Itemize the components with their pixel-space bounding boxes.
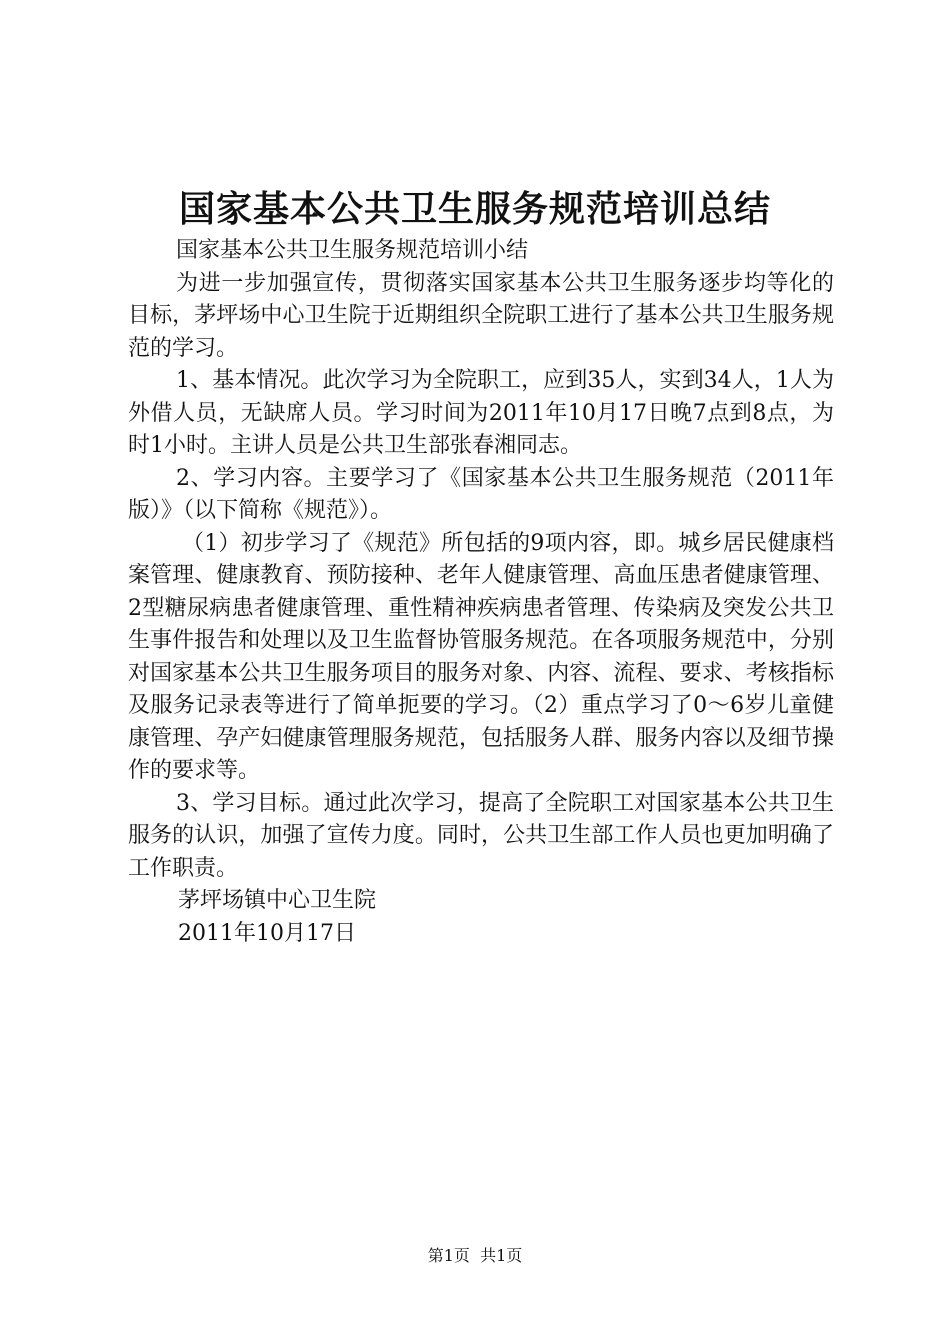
paragraph-intro: 为进一步加强宣传，贯彻落实国家基本公共卫生服务逐步均等化的目标，茅坪场中心卫生院于近期组织全院职工进行了基本公共卫生服务规范的学习。 (128, 270, 834, 361)
document-subtitle: 国家基本公共卫生服务规范培训小结 (176, 238, 529, 263)
page-number: 第1页 (427, 1246, 470, 1265)
page-footer (0, 1244, 950, 1268)
document-body (128, 235, 834, 950)
paragraph-basic-info: 1、基本情况。此次学习为全院职工，应到35人，实到34人，1人为外借人员，无缺席人员。学习时间为2011年10月17日晚7点到8点，为时1小时。主讲人员是公共卫生部张春湘同志。 (128, 368, 835, 458)
paragraph-study-goal: 3、学习目标。通过此次学习，提高了全院职工对国家基本公共卫生服务的认识，加强了宣传力度。同时，公共卫生部工作人员也更加明确了工作职责。 (128, 790, 834, 881)
document-title: 国家基本公共卫生服务规范培训总结 (178, 188, 771, 230)
page-total: 共1页 (480, 1246, 523, 1265)
paragraph-study-details: （1）初步学习了《规范》所包括的9项内容，即。城乡居民健康档案管理、健康教育、预防接种、老年人健康管理、高血压患者健康管理、2型糖尿病患者健康管理、重性精神疾病患者管理、传染病及突发公共卫生事件报告和处理以及卫生监督协管服务规范。在各项服务规范中，分别对国家基本公共卫生服务项目的服务对象、内容、流程、要求、考核指标及服务记录表等进行了简单扼要的学习。（2）重点学习了0～6岁儿童健康管理、孕产妇健康管理服务规范，包括服务人群、服务内容以及细节操作的要求等。 (128, 530, 834, 783)
signature-org: 茅坪场镇中心卫生院 (178, 888, 377, 913)
signature-date: 2011年10月17日 (178, 920, 356, 946)
paragraph-study-content: 2、学习内容。主要学习了《国家基本公共卫生服务规范（2011年版）》（以下简称《规范》）。 (128, 465, 834, 523)
